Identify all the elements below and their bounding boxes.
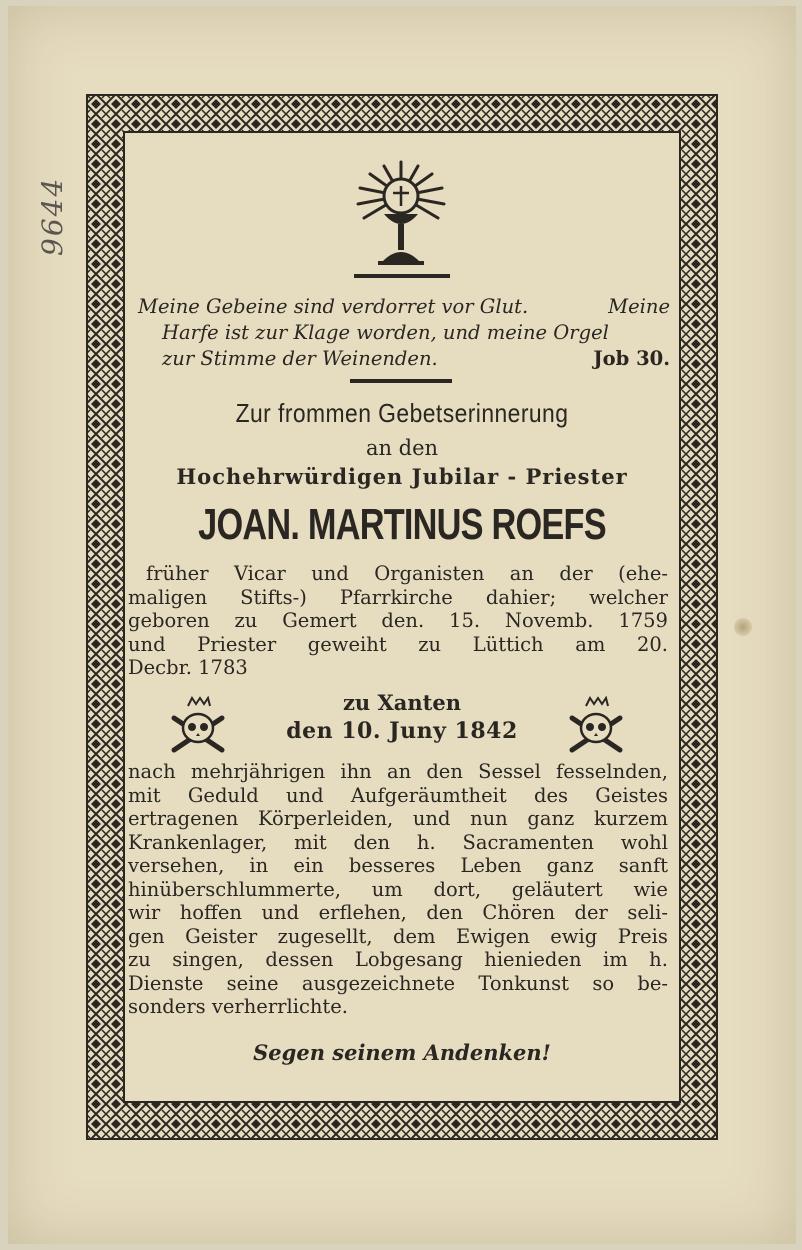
text-line: maligen Stifts-) Pfarrkirche dahier; welcher — [128, 585, 668, 609]
heading-dedication: Zur frommen Gebetserinnerung — [235, 398, 569, 428]
heading-an-den: an den — [365, 436, 439, 460]
death-place: zu Xanten — [342, 690, 461, 715]
card-content — [128, 134, 676, 1100]
obituary-text — [128, 760, 668, 1019]
paper-stain — [734, 618, 752, 636]
text-line: zu singen, dessen Lobgesang hienieden im h. — [128, 948, 668, 971]
scripture-reference: Job 30. — [593, 347, 670, 370]
text-line: hinüberschlummerte, um dort, geläutert wie — [128, 877, 668, 901]
monstrance-icon — [346, 158, 456, 270]
text-line: ertragenen Körperleiden, und nun ganz kurzem — [128, 807, 668, 830]
scripture-quote — [138, 294, 670, 372]
divider-rule — [354, 274, 450, 278]
text-line: gen Geister zugesellt, dem Ewigen ewig Preis — [128, 924, 668, 948]
text-line: Decbr. 1783 — [128, 656, 248, 679]
text-line: sonders verherrlichte. — [128, 995, 349, 1018]
closing-blessing: Segen seinem Andenken! — [253, 1040, 551, 1065]
skull-crossbones-icon — [566, 696, 626, 754]
text-line: nach mehrjährigen ihn an den Sessel fesselnden, — [128, 760, 668, 783]
handwritten-number: 9644 — [36, 176, 69, 256]
text-line: versehen, in ein besseres Leben ganz sanft — [128, 854, 668, 877]
text-line: Krankenlager, mit den h. Sacramenten wohl — [128, 830, 668, 854]
divider-rule — [350, 379, 452, 383]
text-line: geboren zu Gemert den. 15. Novemb. 1759 — [128, 609, 668, 632]
quote-line: Harfe ist zur Klage worden, und meine Orgel — [162, 321, 609, 344]
text-line: wir hoffen und erflehen, den Chören der seli- — [128, 901, 668, 924]
text-line: mit Geduld und Aufgeräumtheit des Geistes — [128, 783, 668, 807]
deceased-name: JOAN. MARTINUS ROEFS — [198, 500, 606, 549]
text-line: und Priester geweiht zu Lüttich am 20. — [128, 632, 668, 656]
death-date: den 10. Juny 1842 — [286, 718, 518, 744]
heading-title: Hochehrwürdigen Jubilar - Priester — [176, 464, 628, 489]
quote-line: Meine Gebeine sind verdorret vor Glut. Meine — [138, 295, 670, 318]
biography — [128, 562, 668, 680]
text-line: Dienste seine ausgezeichnete Tonkunst so be- — [128, 971, 668, 995]
text-line: früher Vicar und Organisten an der (ehe- — [146, 562, 668, 585]
quote-line: zur Stimme der Weinenden. Job 30. — [162, 347, 670, 370]
